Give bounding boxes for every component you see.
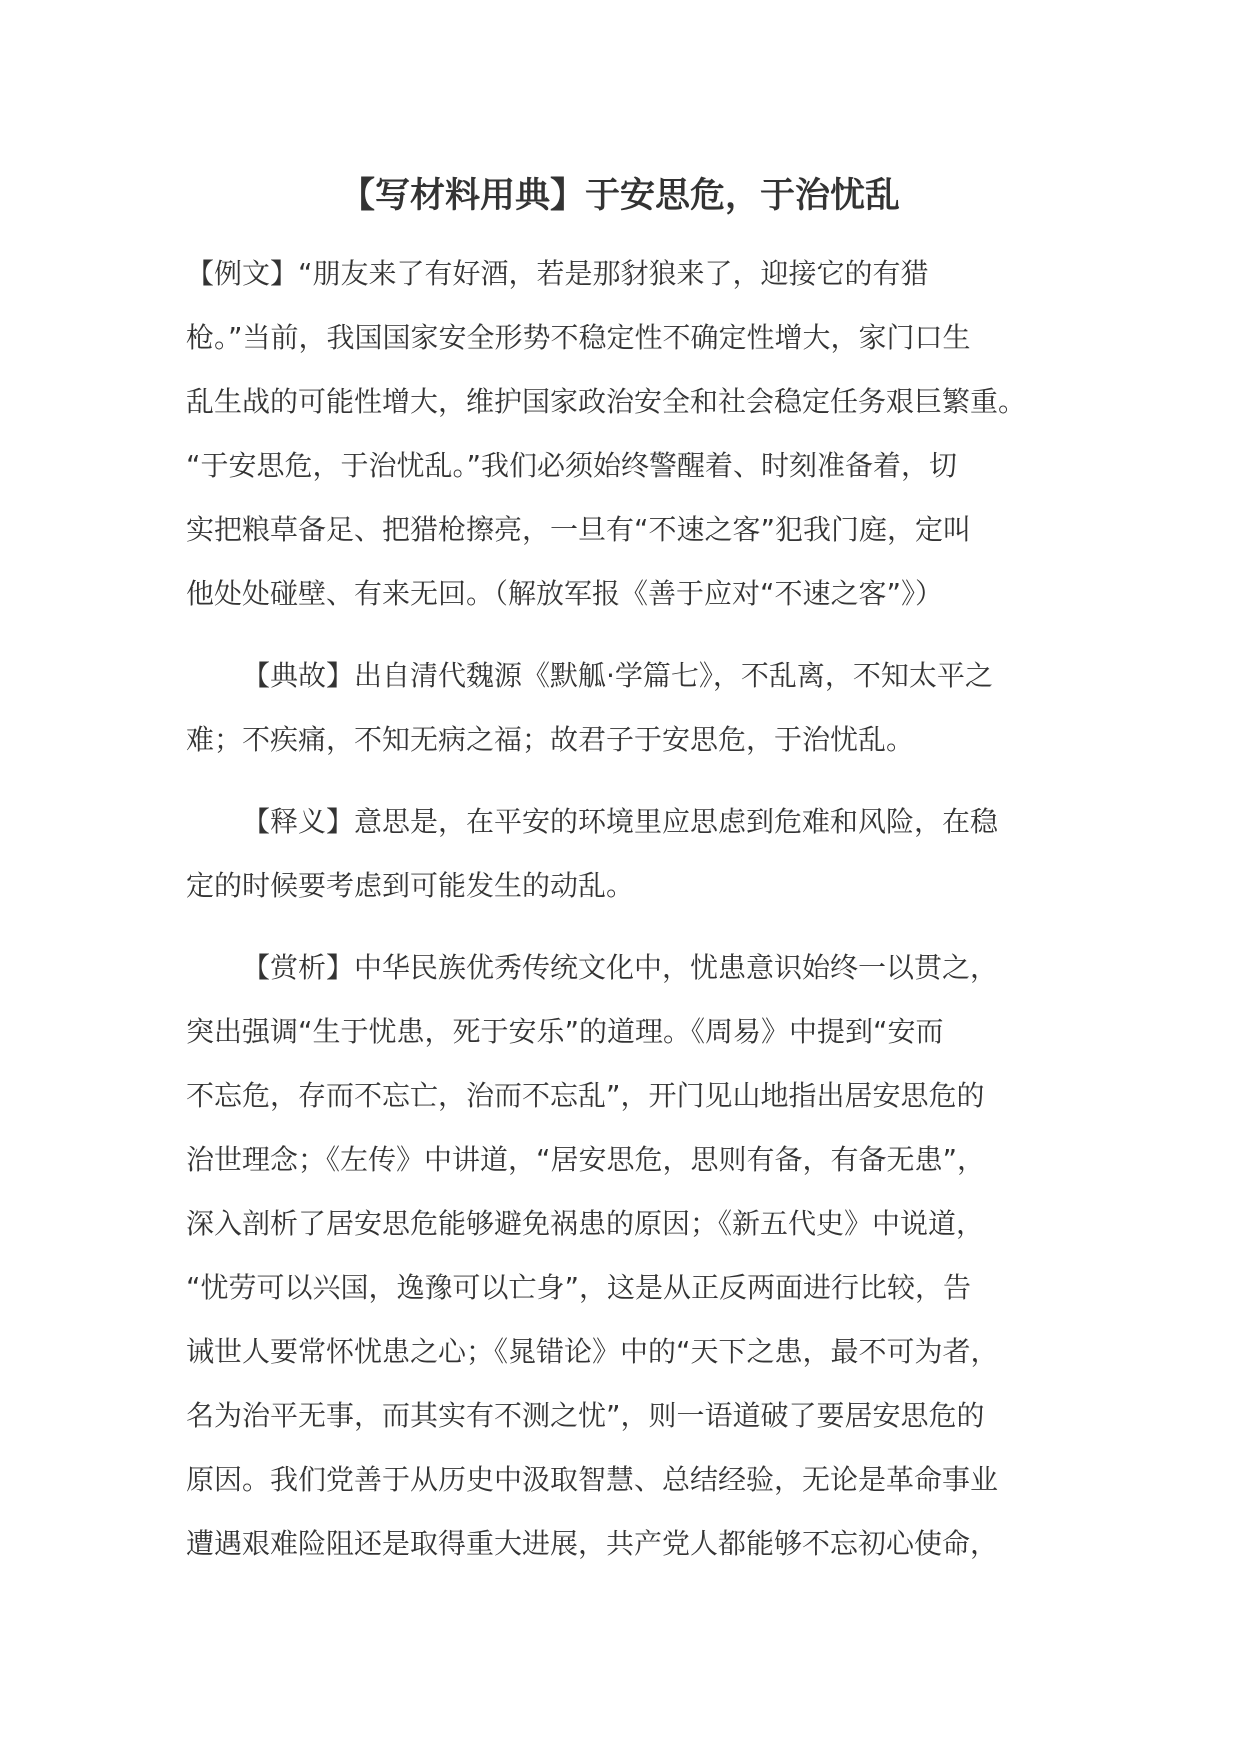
meaning-line: 【释义】意思是，在平安的环境里应思虑到危难和风险，在稳 (242, 805, 999, 838)
analysis-line: 突出强调“生于忧患，死于安乐”的道理。《周易》中提到“安而 (186, 1015, 944, 1048)
analysis-line: 诫世人要常怀忧患之心；《晁错论》中的“天下之患，最不可为者， (186, 1335, 999, 1368)
analysis-line: 【赏析】中华民族优秀传统文化中，忧患意识始终一以贯之， (242, 951, 999, 984)
example-line: 他处处碰壁、有来无回。（解放军报《善于应对“不速之客”》） (186, 577, 944, 610)
document-body (186, 242, 1066, 1576)
analysis-line: 原因。我们党善于从历史中汲取智慧、总结经验，无论是革命事业 (186, 1463, 999, 1496)
example-line: 实把粮草备足、把猎枪擦亮，一旦有“不速之客”犯我门庭，定叫 (186, 513, 972, 546)
paragraph-spacer (186, 626, 1066, 644)
document-title: 【写材料用典】于安思危，于治忧乱 (339, 176, 900, 216)
meaning-paragraph (186, 790, 1066, 918)
paragraph-spacer (186, 772, 1066, 790)
meaning-line: 定的时候要考虑到可能发生的动乱。 (186, 869, 635, 902)
example-paragraph (186, 242, 1066, 626)
analysis-line: 名为治平无事，而其实有不测之忧”，则一语道破了要居安思危的 (186, 1399, 985, 1432)
allusion-paragraph (186, 644, 1066, 772)
example-line: 枪。”当前，我国国家安全形势不稳定性不确定性增大，家门口生 (186, 321, 971, 354)
analysis-line: 治世理念；《左传》中讲道，“居安思危，思则有备，有备无患”， (186, 1143, 986, 1176)
paragraph-spacer (186, 918, 1066, 936)
example-line: 【例文】“朋友来了有好酒，若是那豺狼来了，迎接它的有猎 (186, 257, 929, 290)
analysis-line: 深入剖析了居安思危能够避免祸患的原因；《新五代史》中说道， (186, 1207, 985, 1240)
example-line: “于安思危，于治忧乱。”我们必须始终警醒着、时刻准备着，切 (186, 449, 958, 482)
allusion-line: 【典故】出自清代魏源《默觚·学篇七》，不乱离，不知太平之 (242, 659, 993, 692)
analysis-paragraph (186, 936, 1066, 1576)
analysis-line: 遭遇艰难险阻还是取得重大进展，共产党人都能够不忘初心使命， (186, 1527, 999, 1560)
example-line: 乱生战的可能性增大，维护国家政治安全和社会稳定任务艰巨繁重。 (186, 385, 1027, 418)
analysis-line: 不忘危，存而不忘亡，治而不忘乱”，开门见山地指出居安思危的 (186, 1079, 985, 1112)
analysis-line: “忧劳可以兴国，逸豫可以亡身”，这是从正反两面进行比较，告 (186, 1271, 972, 1304)
allusion-line: 难；不疾痛，不知无病之福；故君子于安思危，于治忧乱。 (186, 723, 915, 756)
